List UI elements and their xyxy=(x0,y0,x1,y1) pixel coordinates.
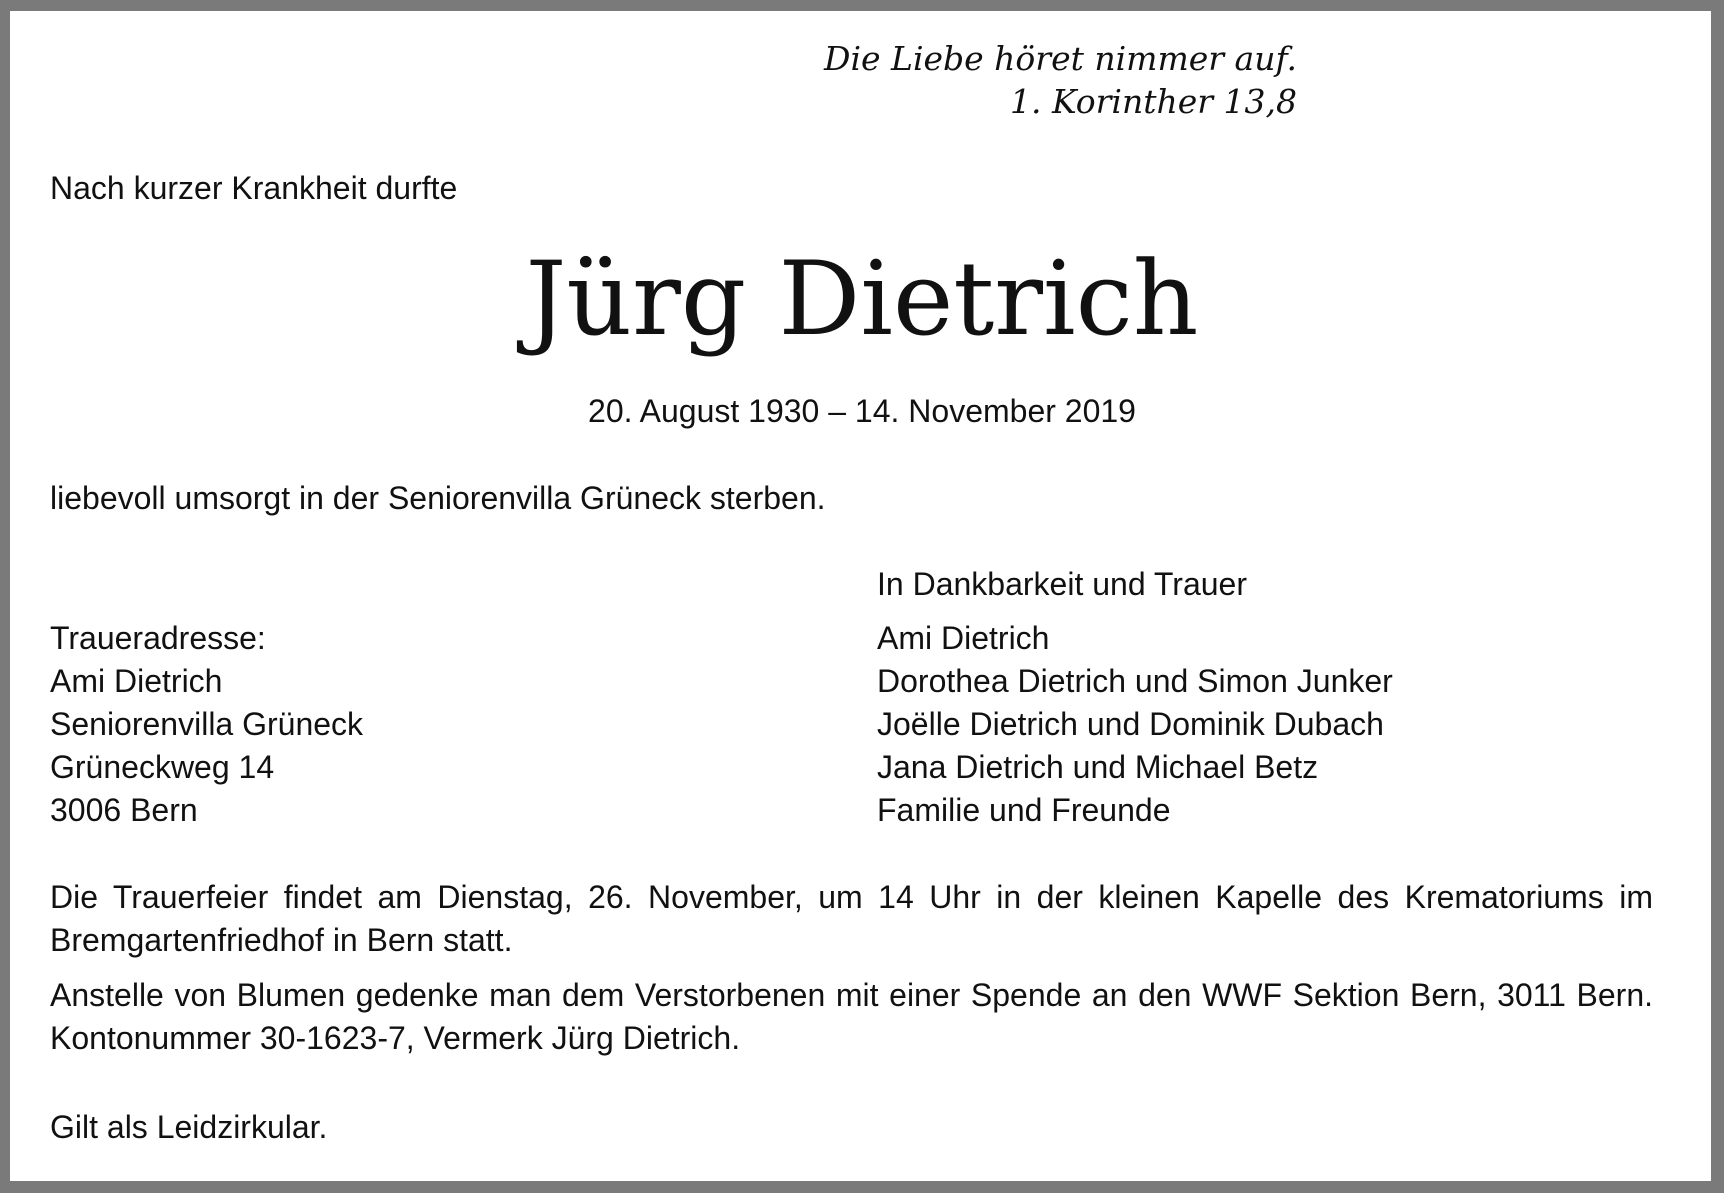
address-line: 3006 Bern xyxy=(50,792,198,828)
relative-name: Dorothea Dietrich und Simon Junker xyxy=(877,663,1393,699)
mourning-address xyxy=(50,617,363,832)
relative-name: Familie und Freunde xyxy=(877,792,1171,828)
mourning-title: In Dankbarkeit und Trauer xyxy=(877,566,1247,602)
address-line: Ami Dietrich xyxy=(50,663,223,699)
address-label: Traueradresse: xyxy=(50,620,266,656)
bible-reference: 1. Korinther 13,8 xyxy=(1010,82,1297,121)
deceased-name: Jürg Dietrich xyxy=(525,240,1199,359)
bible-quote: Die Liebe höret nimmer auf. xyxy=(824,39,1297,78)
address-line: Grüneckweg 14 xyxy=(50,749,275,785)
intro-text: Nach kurzer Krankheit durfte xyxy=(50,170,458,206)
relative-name: Jana Dietrich und Michael Betz xyxy=(877,749,1319,785)
relative-name: Ami Dietrich xyxy=(877,620,1050,656)
relatives-list xyxy=(877,617,1393,832)
closing-text: liebevoll umsorgt in der Seniorenvilla Grüneck sterben. xyxy=(50,480,826,516)
address-line: Seniorenvilla Grüneck xyxy=(50,706,364,742)
footer-note: Gilt als Leidzirkular. xyxy=(50,1109,328,1145)
relative-name: Joëlle Dietrich und Dominik Dubach xyxy=(877,706,1384,742)
donation-notice: Anstelle von Blumen gedenke man dem Verstorbenen mit einer Spende an den WWF Sektion Bern, 3011 Bern. Kontonummer 30-1623-7, Vermerk Jürg Dietrich. xyxy=(50,977,1653,1056)
ceremony-notice: Die Trauerfeier findet am Dienstag, 26. November, um 14 Uhr in der kleinen Kapelle des Krematoriums im Bremgartenfriedhof in Bern statt. xyxy=(50,879,1653,958)
life-dates: 20. August 1930 – 14. November 2019 xyxy=(588,393,1136,429)
